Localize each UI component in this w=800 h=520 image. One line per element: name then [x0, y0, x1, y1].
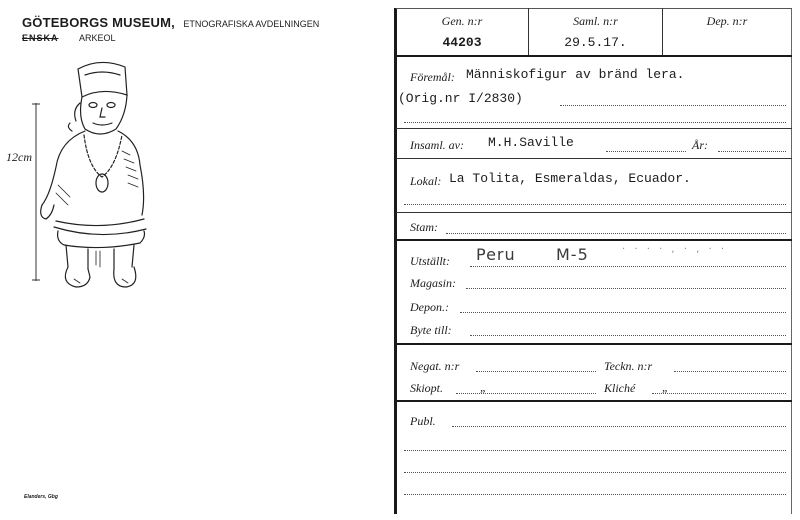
foremal-value: Människofigur av bränd lera. [466, 67, 685, 82]
orig-nr-value: (Orig.nr I/2830) [398, 91, 523, 106]
kliche-label: Kliché [604, 381, 636, 395]
dotted-line [560, 105, 786, 106]
header-box-bottom [396, 55, 792, 57]
dotted-line [446, 233, 786, 234]
teckn-nr-label: Teckn. n:r [604, 359, 653, 373]
skiopt-label: Skiopt. [410, 381, 443, 395]
section-name: ARKEOL [79, 33, 116, 43]
dotted-line [456, 393, 596, 394]
museum-name: GÖTEBORGS MUSEUM, [22, 15, 175, 30]
byte-till-label: Byte till: [410, 323, 452, 337]
ar-label: År: [692, 138, 708, 152]
dotted-line [466, 288, 786, 289]
card-top-border [396, 8, 792, 9]
saml-nr-label: Saml. n:r [573, 14, 618, 28]
negat-nr-label: Negat. n:r [410, 359, 460, 373]
dotted-line [404, 450, 786, 451]
dep-nr-label: Dep. n:r [706, 14, 748, 28]
lokal-label: Lokal: [410, 174, 442, 188]
dotted-line [404, 472, 786, 473]
utstallt-label: Utställt: [410, 254, 451, 268]
struck-section: ENSKA [22, 33, 59, 43]
gen-nr-label: Gen. n:r [441, 14, 483, 28]
dotted-line [674, 371, 786, 372]
dotted-line [470, 335, 786, 336]
gen-nr-value: 44203 [442, 35, 482, 50]
printer-imprint: Elanders, Gbg [24, 494, 58, 500]
department-name: ETNOGRAFISKA AVDELNINGEN [183, 19, 320, 29]
dotted-line [404, 494, 786, 495]
dotted-line [470, 266, 786, 267]
utstallt-handwriting-code: M-5 [556, 245, 589, 264]
dotted-line [460, 312, 786, 313]
utstallt-faint-marks: · · · · , · , · · [622, 244, 728, 255]
section-divider [396, 400, 792, 402]
dotted-line [404, 122, 786, 123]
skiopt-ditto: „ [480, 380, 487, 394]
dotted-line [652, 393, 786, 394]
magasin-label: Magasin: [410, 276, 456, 290]
dotted-line [606, 151, 686, 152]
insaml-label: Insaml. av: [410, 138, 464, 152]
row-divider [396, 158, 792, 159]
lokal-value: La Tolita, Esmeraldas, Ecuador. [449, 171, 691, 186]
foremal-label: Föremål: [410, 70, 455, 84]
section-line [22, 33, 116, 43]
dotted-line [404, 204, 786, 205]
scale-bar [32, 103, 40, 283]
dotted-line [476, 371, 596, 372]
row-divider [396, 128, 792, 129]
scale-note: 12cm [6, 150, 32, 164]
kliche-ditto: „ [662, 380, 669, 394]
publ-label: Publ. [410, 414, 436, 428]
section-divider [396, 239, 792, 241]
figurine-sketch [30, 55, 160, 305]
dotted-line [718, 151, 786, 152]
stam-label: Stam: [410, 220, 438, 234]
saml-nr-value: 29.5.17. [564, 35, 627, 50]
row-divider [396, 212, 792, 213]
dotted-line [452, 426, 786, 427]
card-right-border [791, 8, 792, 514]
depon-label: Depon.: [410, 300, 449, 314]
card-left-border [394, 8, 397, 514]
insaml-value: M.H.Saville [488, 135, 574, 150]
utstallt-handwriting: Peru [476, 245, 516, 264]
section-divider [396, 343, 792, 345]
museum-header [22, 14, 319, 32]
